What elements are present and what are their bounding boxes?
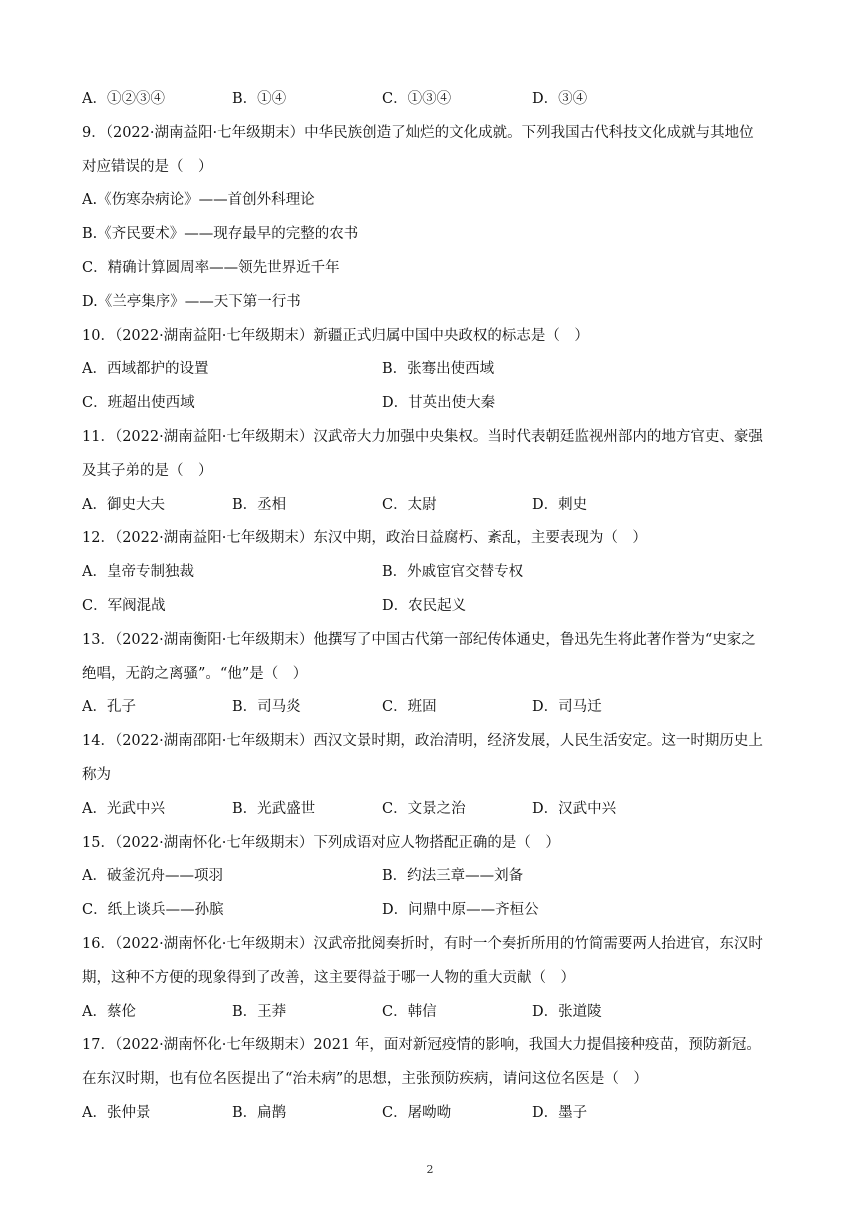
options-row bbox=[82, 593, 782, 627]
options-row bbox=[82, 796, 782, 830]
option: C．精确计算圆周率——领先世界近千年 bbox=[82, 259, 340, 276]
option: B．王莽 bbox=[232, 1003, 287, 1020]
option: B．丞相 bbox=[232, 496, 287, 513]
question-block bbox=[82, 627, 782, 728]
question-block bbox=[82, 120, 782, 323]
question-stem: 12．（2022·湖南益阳·七年级期末）东汉中期，政治日益腐朽、紊乱，主要表现为（ ） bbox=[82, 530, 647, 547]
q8-options bbox=[82, 86, 782, 120]
option: D．甘英出使大秦 bbox=[382, 395, 496, 412]
option: B．张骞出使西域 bbox=[382, 361, 495, 378]
question-stem: 对应错误的是（ ） bbox=[82, 158, 213, 175]
question-block bbox=[82, 525, 782, 626]
option: A．张仲景 bbox=[82, 1104, 151, 1121]
option: D．问鼎中原——齐桓公 bbox=[382, 902, 539, 919]
option: C．班超出使西域 bbox=[82, 395, 195, 412]
question-block bbox=[82, 424, 782, 525]
option: B．光武盛世 bbox=[232, 800, 316, 817]
option: B．外戚宦官交替专权 bbox=[382, 564, 524, 581]
question-stem: 14．（2022·湖南邵阳·七年级期末）西汉文景时期，政治清明，经济发展，人民生活安定。这一时期历史上 bbox=[82, 733, 763, 750]
option: D．农民起义 bbox=[382, 597, 467, 614]
question-stem: 期，这种不方便的现象得到了改善，这主要得益于哪一人物的重大贡献（ ） bbox=[82, 969, 575, 986]
question-stem: 及其子弟的是（ ） bbox=[82, 462, 213, 479]
option: C．韩信 bbox=[382, 1003, 437, 1020]
question-block bbox=[82, 931, 782, 1032]
option: A．皇帝专制独裁 bbox=[82, 564, 194, 581]
options-row bbox=[82, 694, 782, 728]
question-block bbox=[82, 323, 782, 424]
options-row bbox=[82, 1100, 782, 1134]
option: A．蔡伦 bbox=[82, 1003, 136, 1020]
question-list bbox=[82, 86, 782, 1134]
question-block bbox=[82, 728, 782, 829]
question-stem: 绝唱，无韵之离骚”。“他”是（ ） bbox=[82, 665, 308, 682]
option: A．①②③④ bbox=[82, 91, 165, 107]
option: B．约法三章——刘备 bbox=[382, 868, 524, 885]
option: C．文景之治 bbox=[382, 800, 466, 817]
options-row bbox=[82, 559, 782, 593]
option: A．孔子 bbox=[82, 699, 136, 716]
page-number: 2 bbox=[426, 1163, 434, 1176]
option: B．①④ bbox=[232, 91, 287, 107]
options-row bbox=[82, 863, 782, 897]
question-stem: 10．（2022·湖南益阳·七年级期末）新疆正式归属中国中央政权的标志是（ ） bbox=[82, 327, 589, 344]
question-block bbox=[82, 1032, 782, 1133]
question-stem: 称为 bbox=[82, 766, 111, 783]
options-row bbox=[82, 492, 782, 526]
question-stem: 11．（2022·湖南益阳·七年级期末）汉武帝大力加强中央集权。当时代表朝廷监视州部内的地方官吏、豪强 bbox=[82, 428, 763, 445]
option: A．光武中兴 bbox=[82, 800, 165, 817]
question-block bbox=[82, 830, 782, 931]
option: D.《兰亭集序》——天下第一行书 bbox=[82, 293, 301, 310]
option: D．刺史 bbox=[532, 496, 588, 513]
option: D．司马迁 bbox=[532, 699, 602, 716]
option: C．纸上谈兵——孙膑 bbox=[82, 902, 224, 919]
option: A.《伤寒杂病论》——首创外科理论 bbox=[82, 192, 315, 209]
option: C．班固 bbox=[382, 699, 437, 716]
question-stem: 17．（2022·湖南怀化·七年级期末）2021 年，面对新冠疫情的影响，我国大力提倡接种疫苗，预防新冠。 bbox=[82, 1037, 761, 1054]
question-stem: 16．（2022·湖南怀化·七年级期末）汉武帝批阅奏折时，有时一个奏折所用的竹简需要两人抬进官，东汉时 bbox=[82, 935, 763, 952]
option: D．张道陵 bbox=[532, 1003, 602, 1020]
option: A．破釜沉舟——项羽 bbox=[82, 868, 223, 885]
option: B.《齐民要术》——现存最早的完整的农书 bbox=[82, 226, 359, 243]
option: A．西域都护的设置 bbox=[82, 361, 209, 378]
options-row bbox=[82, 999, 782, 1033]
options-row bbox=[82, 390, 782, 424]
question-stem: 9．（2022·湖南益阳·七年级期末）中华民族创造了灿烂的文化成就。下列我国古代科技文化成就与其地位 bbox=[82, 124, 754, 141]
option: B．扁鹊 bbox=[232, 1104, 287, 1121]
option: A．御史大夫 bbox=[82, 496, 165, 513]
options-row bbox=[82, 897, 782, 931]
option: D．墨子 bbox=[532, 1104, 588, 1121]
option: C．军阀混战 bbox=[82, 597, 166, 614]
option: B．司马炎 bbox=[232, 699, 301, 716]
option: C．屠呦呦 bbox=[382, 1104, 452, 1121]
option: D．汉武中兴 bbox=[532, 800, 617, 817]
option: C．①③④ bbox=[382, 91, 452, 107]
option: C．太尉 bbox=[382, 496, 437, 513]
option: D．③④ bbox=[532, 91, 588, 107]
options-row bbox=[82, 356, 782, 390]
question-stem: 15．（2022·湖南怀化·七年级期末）下列成语对应人物搭配正确的是（ ） bbox=[82, 834, 560, 851]
question-stem: 13．（2022·湖南衡阳·七年级期末）他撰写了中国古代第一部纪传体通史，鲁迅先生将此著作誉为“史家之 bbox=[82, 631, 756, 648]
question-stem: 在东汉时期，也有位名医提出了“治未病”的思想，主张预防疾病，请问这位名医是（ ） bbox=[82, 1071, 648, 1088]
